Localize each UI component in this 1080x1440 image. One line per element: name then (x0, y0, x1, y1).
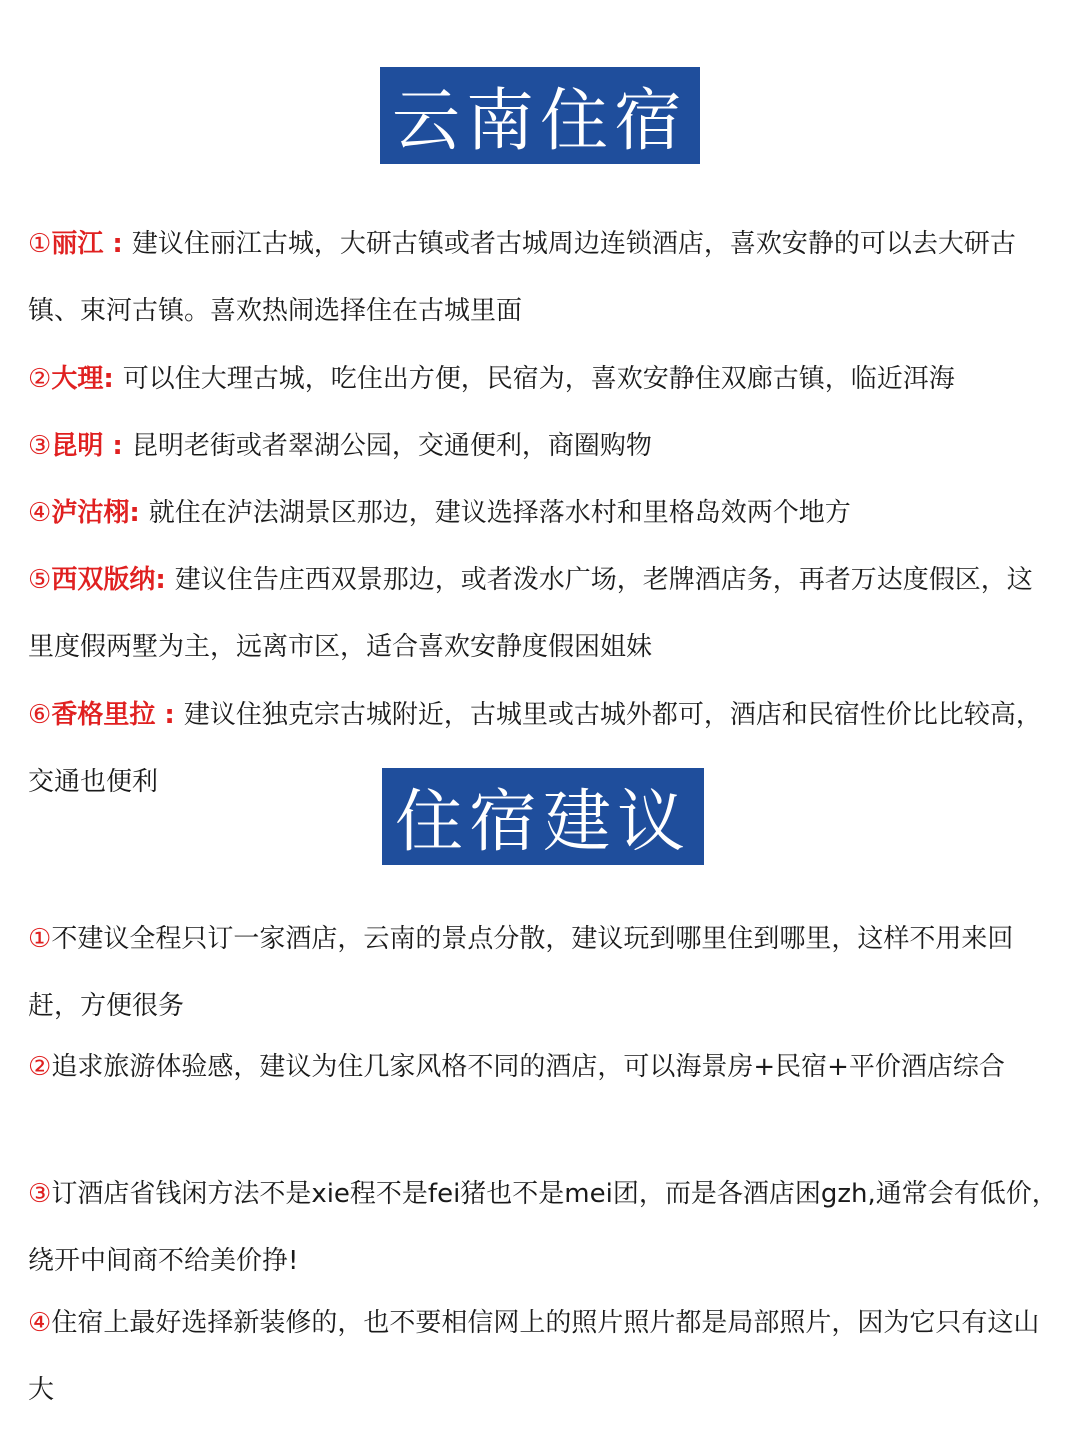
item-text: 不建议全程只订一家酒店，云南的景点分散，建议玩到哪里住到哪里，这样不用来回赶，方便很务 (28, 924, 1014, 1021)
list-item-xishuangbanna (28, 547, 1058, 681)
item-text: 可以住大理古城，吃住出方便，民宿为，喜欢安静住双廊古镇，临近洱海 (122, 364, 955, 394)
item-text: 追求旅游体验感，建议为住几家风格不同的酒店，可以海景房+民宿+平价酒店综合 (51, 1052, 1005, 1082)
item-label: 丽江 : (51, 229, 132, 259)
list-item-advice-3 (28, 1161, 1058, 1295)
list-item-advice-1 (28, 906, 1058, 1040)
item-text: 建议住丽江古城，大研古镇或者古城周边连锁酒店，喜欢安静的可以去大研古镇、束河古镇。喜欢热闹选择住在古城里面 (28, 229, 1016, 326)
item-number: ① (28, 229, 52, 259)
section-title-yunnan-lodging (380, 67, 700, 164)
item-text: 订酒店省钱闲方法不是xie程不是fei猪也不是mei团，而是各酒店困gzh,通常会有低价，绕开中间商不给美价挣! (28, 1179, 1058, 1276)
item-label: 泸沽栩: (51, 498, 149, 528)
item-number: ① (28, 924, 52, 954)
item-label: 香格里拉 : (51, 700, 184, 730)
section-title-text: 云南住宿 (391, 82, 688, 161)
section-title-lodging-advice (382, 768, 704, 865)
item-number: ④ (28, 1308, 52, 1338)
section-title-text: 住宿建议 (394, 783, 691, 862)
list-item-lijiang (28, 211, 1058, 345)
item-number: ② (28, 364, 52, 394)
item-text: 建议住告庄西双景那边，或者泼水广场，老牌酒店务，再者万达度假区，这里度假两墅为主，远离市区，适合喜欢安静度假困姐妹 (28, 565, 1033, 662)
item-number: ⑤ (28, 565, 52, 595)
item-text: 住宿上最好选择新装修的，也不要相信网上的照片照片都是局部照片，因为它只有这山大 (28, 1308, 1040, 1405)
list-item-advice-2 (28, 1034, 1058, 1101)
item-label: 大理: (51, 364, 123, 394)
item-text: 就住在泸法湖景区那边，建议选择落水村和里格岛效两个地方 (148, 498, 851, 528)
list-item-lugu (28, 480, 1058, 547)
item-number: ⑥ (28, 700, 52, 730)
item-number: ③ (28, 1179, 52, 1209)
item-text: 建议住独克宗古城附近，古城里或古城外都可，酒店和民宿性价比比较高，交通也便利 (28, 700, 1042, 797)
item-label: 西双版纳: (51, 565, 175, 595)
item-number: ④ (28, 498, 52, 528)
list-item-advice-4 (28, 1290, 1058, 1424)
item-number: ③ (28, 431, 52, 461)
list-item-kunming (28, 413, 1058, 480)
list-item-dali (28, 346, 1058, 413)
item-text: 昆明老街或者翠湖公园，交通便利，商圈购物 (131, 431, 652, 461)
item-label: 昆明 : (51, 431, 132, 461)
item-number: ② (28, 1052, 52, 1082)
